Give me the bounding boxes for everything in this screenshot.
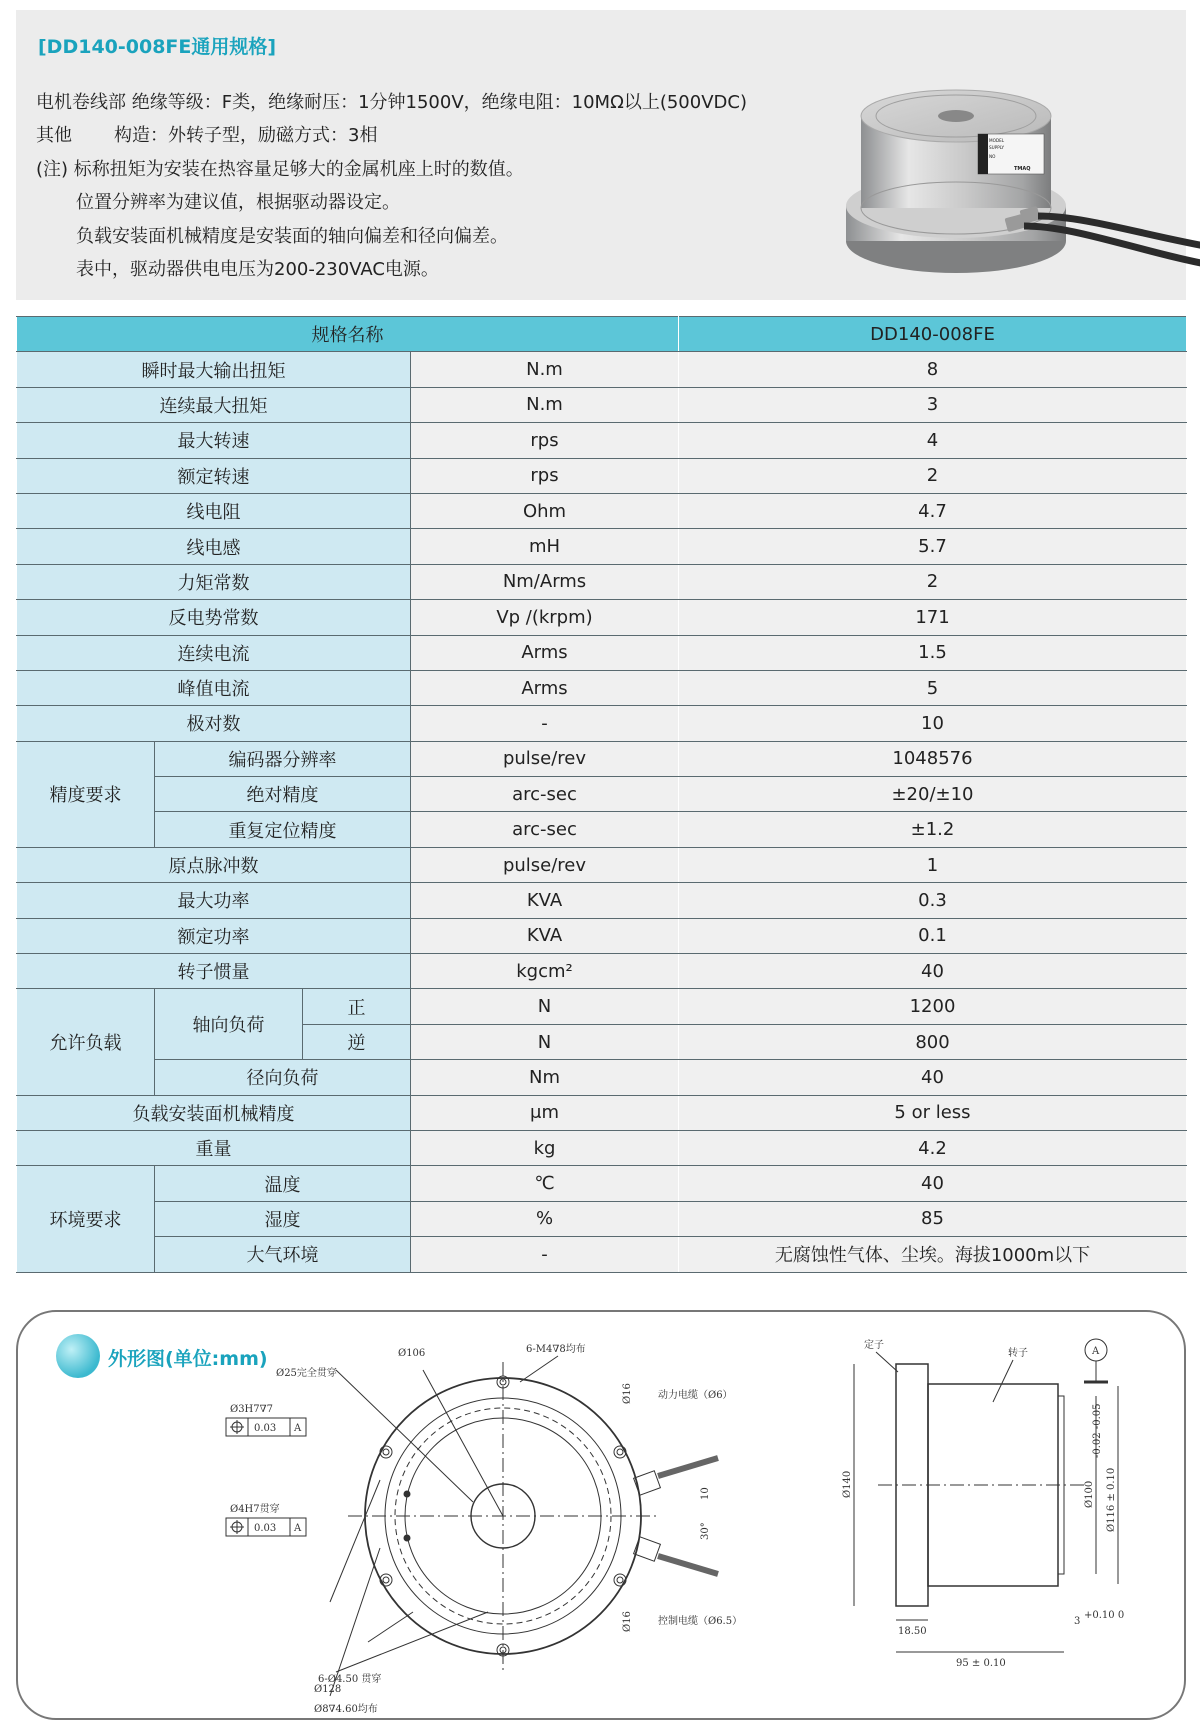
row-name: 最大转速 <box>17 423 411 458</box>
row-value: 40 <box>679 1060 1187 1095</box>
dim-30deg: 30° <box>700 1522 711 1540</box>
nameplate-supply: SUPPLY <box>989 145 1005 150</box>
group-axial: 轴向负荷 <box>155 989 303 1060</box>
row-unit: mH <box>411 529 679 564</box>
row-unit: rps <box>411 458 679 493</box>
table-row <box>17 387 1187 422</box>
table-row <box>17 883 1187 918</box>
row-value: 171 <box>679 600 1187 635</box>
table-row <box>17 706 1187 741</box>
row-name: 力矩常数 <box>17 564 411 599</box>
row-unit: rps <box>411 423 679 458</box>
row-unit: pulse/rev <box>411 847 679 882</box>
table-row <box>17 529 1187 564</box>
row-name: 径向负荷 <box>155 1060 411 1095</box>
spec-header <box>16 10 1186 300</box>
row-value: 800 <box>679 1024 1187 1059</box>
table-row <box>17 1130 1187 1165</box>
row-value: 4.7 <box>679 493 1187 528</box>
dim-h3: Ø3H7∇7 <box>230 1404 273 1415</box>
table-row <box>17 954 1187 989</box>
row-value: 1200 <box>679 989 1187 1024</box>
table-row <box>17 1237 1187 1272</box>
table-row <box>17 1201 1187 1236</box>
row-name: 温度 <box>155 1166 411 1201</box>
row-name: 重量 <box>17 1130 411 1165</box>
rotor-label: 转子 <box>1008 1348 1028 1359</box>
dim-holes2: Ø8∇4.60均布 <box>314 1704 378 1715</box>
row-unit: arc-sec <box>411 812 679 847</box>
group-environment: 环境要求 <box>17 1166 155 1272</box>
row-unit: μm <box>411 1095 679 1130</box>
row-unit: arc-sec <box>411 777 679 812</box>
dim-d100: Ø100 <box>1084 1480 1095 1508</box>
group-precision: 精度要求 <box>17 741 155 847</box>
table-row <box>17 918 1187 953</box>
row-value: 5.7 <box>679 529 1187 564</box>
table-row <box>17 812 1187 847</box>
row-name: 瞬时最大输出扭矩 <box>17 352 411 387</box>
table-row <box>17 564 1187 599</box>
row-unit: kg <box>411 1130 679 1165</box>
row-name: 额定功率 <box>17 918 411 953</box>
row-name: 大气环境 <box>155 1237 411 1272</box>
row-name: 正 <box>303 989 411 1024</box>
row-unit: Ohm <box>411 493 679 528</box>
table-row <box>17 1095 1187 1130</box>
dim-d4h7: Ø4H7贯穿 <box>230 1504 280 1515</box>
dim-d116: Ø116 ± 0.10 <box>1106 1467 1117 1532</box>
row-unit: kgcm² <box>411 954 679 989</box>
row-name: 极对数 <box>17 706 411 741</box>
dim-d25: Ø25完全贯穿 <box>276 1368 337 1379</box>
dim-10: 10 <box>700 1487 711 1500</box>
row-unit: % <box>411 1201 679 1236</box>
row-name: 转子惯量 <box>17 954 411 989</box>
row-unit: N.m <box>411 387 679 422</box>
row-unit: N <box>411 989 679 1024</box>
row-name: 线电感 <box>17 529 411 564</box>
row-name: 连续最大扭矩 <box>17 387 411 422</box>
spec-note-precision: 负载安装面机械精度是安装面的轴向偏差和径向偏差。 <box>76 226 508 247</box>
row-value: 40 <box>679 954 1187 989</box>
table-row <box>17 458 1187 493</box>
row-value: 2 <box>679 458 1187 493</box>
header-name: 规格名称 <box>17 317 679 352</box>
table-row <box>17 989 1187 1024</box>
table-row <box>17 635 1187 670</box>
dim-3: 3 <box>1074 1616 1081 1627</box>
row-value: 2 <box>679 564 1187 599</box>
row-name: 原点脉冲数 <box>17 847 411 882</box>
dim-d140: Ø140 <box>842 1470 853 1498</box>
row-value: 10 <box>679 706 1187 741</box>
row-value: 无腐蚀性气体、尘埃。海拔1000m以下 <box>679 1237 1187 1272</box>
row-unit: Vp /(krpm) <box>411 600 679 635</box>
row-value: ±1.2 <box>679 812 1187 847</box>
row-unit: KVA <box>411 883 679 918</box>
row-name: 额定转速 <box>17 458 411 493</box>
row-unit: pulse/rev <box>411 741 679 776</box>
row-unit: - <box>411 1237 679 1272</box>
nameplate <box>978 134 1044 174</box>
table-row <box>17 777 1187 812</box>
row-name: 最大功率 <box>17 883 411 918</box>
row-unit: Nm <box>411 1060 679 1095</box>
row-unit: Arms <box>411 670 679 705</box>
row-value: 85 <box>679 1201 1187 1236</box>
spec-line-structure-prefix: 其他 <box>36 125 72 146</box>
dim-tol2: 0.03 <box>254 1523 277 1534</box>
header-model: DD140-008FE <box>679 317 1187 352</box>
row-value: 4.2 <box>679 1130 1187 1165</box>
row-value: 1 <box>679 847 1187 882</box>
spec-line-insulation: 电机卷线部 绝缘等级：F类，绝缘耐压：1分钟1500V，绝缘电阻：10MΩ以上(500VDC) <box>36 92 747 113</box>
dim-datum-a1: A <box>294 1423 302 1434</box>
power-cable-label: 动力电缆（Ø6） <box>658 1390 733 1401</box>
spec-line-structure-text: 构造：外转子型，励磁方式：3相 <box>114 125 378 146</box>
row-unit: N <box>411 1024 679 1059</box>
row-value: 5 <box>679 670 1187 705</box>
dim-d106: Ø106 <box>398 1348 426 1359</box>
table-row <box>17 493 1187 528</box>
dim-d128: Ø128 <box>314 1684 342 1695</box>
nameplate-brand: TMAQ <box>1014 166 1031 172</box>
table-row <box>17 1060 1187 1095</box>
row-name: 绝对精度 <box>155 777 411 812</box>
motor-photo <box>836 76 1200 286</box>
dim-holes1: 6-Ø4.50 贯穿 <box>318 1674 382 1685</box>
dim-d16a: Ø16 <box>622 1383 633 1404</box>
dimension-drawing <box>18 1312 1184 1718</box>
row-name: 线电阻 <box>17 493 411 528</box>
row-name: 重复定位精度 <box>155 812 411 847</box>
dim-3-tol: +0.10 0 <box>1084 1610 1125 1621</box>
row-name: 逆 <box>303 1024 411 1059</box>
row-unit: Nm/Arms <box>411 564 679 599</box>
table-row <box>17 423 1187 458</box>
table-row <box>17 741 1187 776</box>
dim-tol1: 0.03 <box>254 1423 277 1434</box>
spec-title: [DD140-008FE通用规格] <box>38 36 277 58</box>
row-value: 5 or less <box>679 1095 1187 1130</box>
row-unit: Arms <box>411 635 679 670</box>
dim-d16b: Ø16 <box>622 1611 633 1632</box>
stator-label: 定子 <box>864 1340 884 1351</box>
row-value: 0.1 <box>679 918 1187 953</box>
nameplate-no: NO <box>989 154 996 159</box>
spec-table <box>16 316 1187 1273</box>
table-row <box>17 600 1187 635</box>
spec-note-torque: (注) 标称扭矩为安装在热容量足够大的金属机座上时的数值。 <box>36 159 524 180</box>
datum-a-label: A <box>1092 1346 1100 1357</box>
row-unit: ℃ <box>411 1166 679 1201</box>
spec-note-supply: 表中，驱动器供电电压为200-230VAC电源。 <box>76 259 439 280</box>
table-row <box>17 847 1187 882</box>
nameplate-model: MODEL <box>989 138 1005 143</box>
row-value: ±20/±10 <box>679 777 1187 812</box>
row-name: 反电势常数 <box>17 600 411 635</box>
dimension-title: 外形图(单位:mm) <box>108 1348 268 1370</box>
row-value: 0.3 <box>679 883 1187 918</box>
row-name: 连续电流 <box>17 635 411 670</box>
row-value: 40 <box>679 1166 1187 1201</box>
row-value: 8 <box>679 352 1187 387</box>
encoder-cable-label: 控制电缆（Ø6.5） <box>658 1616 743 1627</box>
row-value: 1.5 <box>679 635 1187 670</box>
row-unit: N.m <box>411 352 679 387</box>
spec-line-structure <box>36 121 377 147</box>
table-row <box>17 670 1187 705</box>
row-name: 负载安装面机械精度 <box>17 1095 411 1130</box>
spec-note-resolution: 位置分辨率为建议值，根据驱动器设定。 <box>76 192 400 213</box>
row-name: 编码器分辨率 <box>155 741 411 776</box>
dim-95: 95 ± 0.10 <box>956 1658 1006 1669</box>
dim-m4: 6-M4∇8均布 <box>526 1344 586 1355</box>
row-value: 4 <box>679 423 1187 458</box>
dim-datum-a2: A <box>294 1523 302 1534</box>
dim-d100-tol: -0.02 -0.05 <box>1092 1403 1103 1458</box>
row-value: 1048576 <box>679 741 1187 776</box>
row-name: 湿度 <box>155 1201 411 1236</box>
row-value: 3 <box>679 387 1187 422</box>
dim-18-50: 18.50 <box>898 1626 927 1637</box>
table-header-row <box>17 317 1187 352</box>
row-unit: - <box>411 706 679 741</box>
dimension-panel <box>16 1310 1186 1720</box>
table-row <box>17 352 1187 387</box>
table-row <box>17 1166 1187 1201</box>
group-load: 允许负载 <box>17 989 155 1095</box>
row-name: 峰值电流 <box>17 670 411 705</box>
row-unit: KVA <box>411 918 679 953</box>
